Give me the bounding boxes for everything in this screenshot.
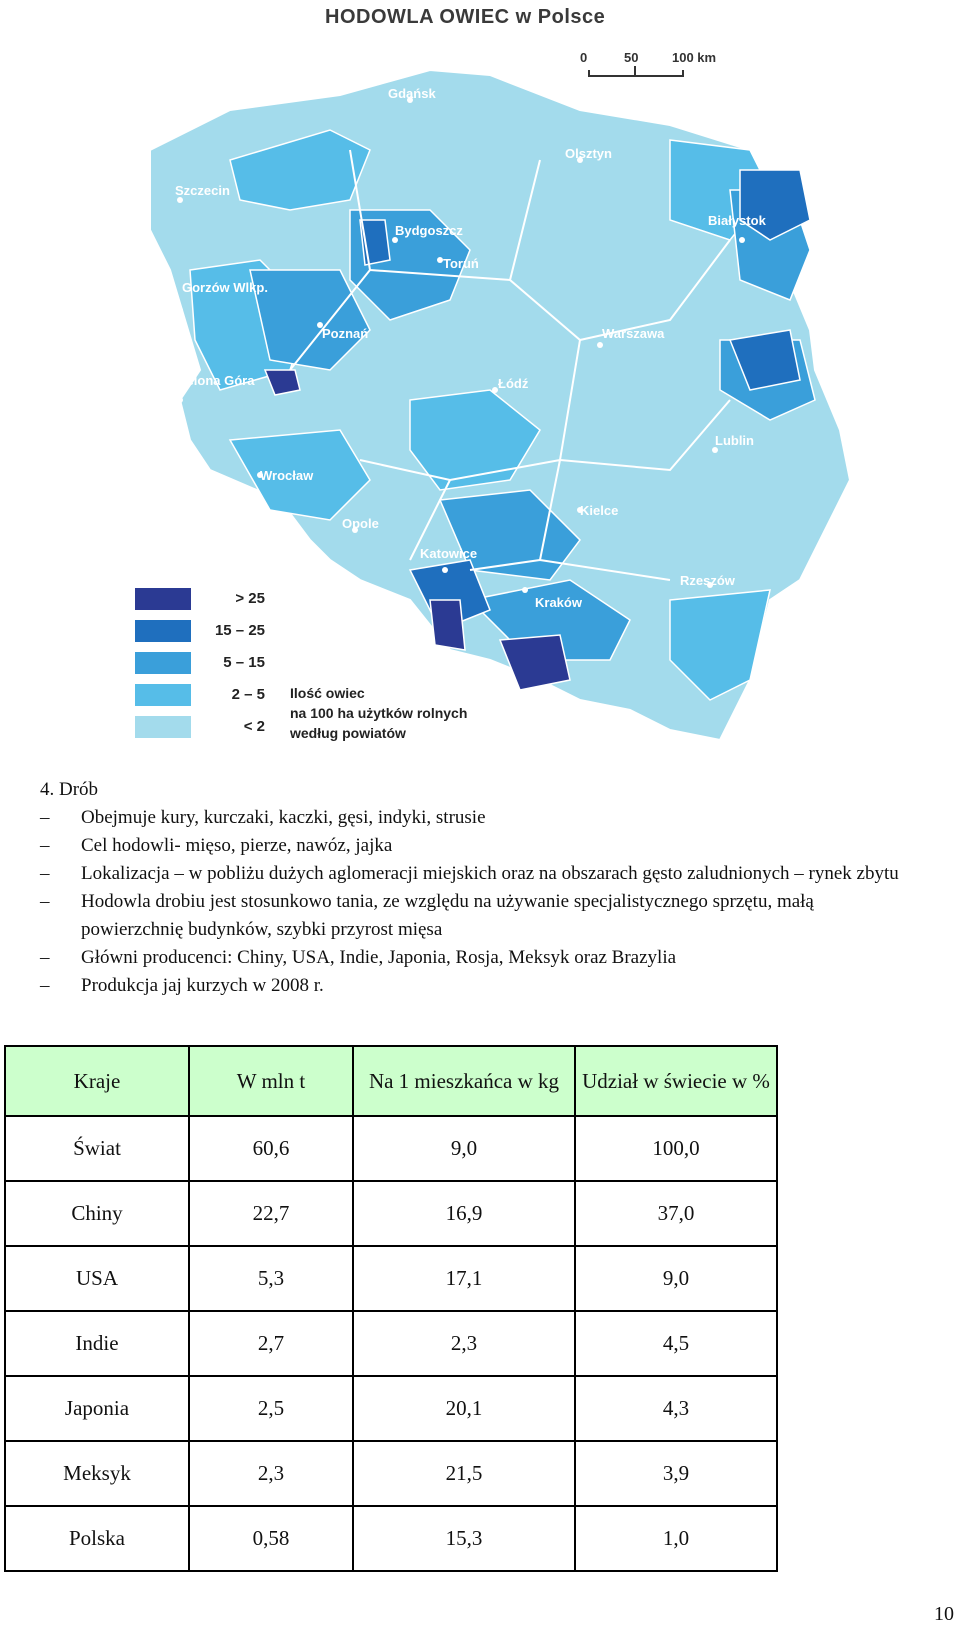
city-label-wroclaw: Wrocław bbox=[260, 468, 314, 483]
bullet-item bbox=[40, 888, 920, 944]
bullet-dash: – bbox=[40, 807, 50, 828]
bullet-dash: – bbox=[40, 891, 50, 912]
table-cell: 4,3 bbox=[575, 1376, 777, 1441]
city-label-bydgoszcz: Bydgoszcz bbox=[395, 223, 463, 238]
bullet-text: Produkcja jaj kurzych w 2008 r. bbox=[81, 975, 324, 996]
city-label-warszawa: Warszawa bbox=[602, 326, 665, 341]
bullet-text: Obejmuje kury, kurczaki, kaczki, gęsi, indyki, strusie bbox=[81, 807, 486, 828]
table-cell: Japonia bbox=[5, 1376, 189, 1441]
legend-label: 5 – 15 bbox=[223, 654, 265, 671]
city-label-katowice: Katowice bbox=[420, 546, 478, 561]
table-row bbox=[5, 1506, 777, 1571]
table-cell: 60,6 bbox=[189, 1116, 353, 1181]
table-cell: 3,9 bbox=[575, 1441, 777, 1506]
legend-label: > 25 bbox=[235, 590, 265, 607]
city-label-rzeszow: Rzeszów bbox=[680, 573, 735, 588]
bullet-item bbox=[40, 972, 920, 1000]
city-label-gdansk: Gdańsk bbox=[388, 86, 436, 101]
table-row bbox=[5, 1311, 777, 1376]
city-label-lublin: Lublin bbox=[715, 433, 754, 448]
table-header-cell: Udział w świecie w % bbox=[575, 1046, 777, 1116]
city-label-gorzow: Gorzów Wlkp. bbox=[182, 280, 268, 295]
bullet-item bbox=[40, 832, 920, 860]
sheep-map-figure bbox=[110, 0, 890, 760]
bullet-dash: – bbox=[40, 947, 50, 968]
table-cell: 22,7 bbox=[189, 1181, 353, 1246]
table-header-row bbox=[5, 1046, 777, 1116]
table-cell: 9,0 bbox=[575, 1246, 777, 1311]
table-cell: 37,0 bbox=[575, 1181, 777, 1246]
bullet-text: Cel hodowli- mięso, pierze, nawóz, jajka bbox=[81, 835, 393, 856]
table-cell: 2,3 bbox=[353, 1311, 575, 1376]
city-label-opole: Opole bbox=[342, 516, 379, 531]
table-cell: 2,7 bbox=[189, 1311, 353, 1376]
table-header-cell: W mln t bbox=[189, 1046, 353, 1116]
poultry-section bbox=[40, 776, 920, 1000]
scale-label-100: 100 km bbox=[672, 50, 717, 65]
bullet-dash: – bbox=[40, 975, 50, 996]
table-cell: Polska bbox=[5, 1506, 189, 1571]
legend-caption-line: na 100 ha użytków rolnych bbox=[290, 705, 468, 721]
legend-label: 15 – 25 bbox=[214, 622, 265, 639]
table-cell: 2,3 bbox=[189, 1441, 353, 1506]
table-row bbox=[5, 1441, 777, 1506]
table-cell: 17,1 bbox=[353, 1246, 575, 1311]
page-number: 10 bbox=[934, 1603, 954, 1625]
city-label-zielona-gora: Zielona Góra bbox=[175, 373, 255, 388]
table-cell: 15,3 bbox=[353, 1506, 575, 1571]
section-heading: 4. Drób bbox=[40, 779, 99, 800]
table-cell: Chiny bbox=[5, 1181, 189, 1246]
table-cell: Indie bbox=[5, 1311, 189, 1376]
city-label-kielce: Kielce bbox=[580, 503, 619, 518]
scale-label-50: 50 bbox=[624, 50, 639, 65]
city-label-krakow: Kraków bbox=[535, 595, 582, 610]
legend-swatch-15-25 bbox=[135, 620, 191, 642]
legend-swatch-5-15 bbox=[135, 652, 191, 674]
bullet-item bbox=[40, 804, 920, 832]
city-label-torun: Toruń bbox=[443, 256, 479, 271]
table-cell: Meksyk bbox=[5, 1441, 189, 1506]
legend-caption-line: Ilość owiec bbox=[290, 685, 365, 701]
table-cell: USA bbox=[5, 1246, 189, 1311]
city-label-szczecin: Szczecin bbox=[175, 183, 230, 198]
legend-label: 2 – 5 bbox=[231, 686, 265, 703]
scale-label-0: 0 bbox=[580, 50, 588, 65]
table-row bbox=[5, 1181, 777, 1246]
legend-swatch-under-2 bbox=[135, 716, 191, 738]
city-label-poznan: Poznań bbox=[322, 326, 369, 341]
legend-swatch-2-5 bbox=[135, 684, 191, 706]
bullet-text: Główni producenci: Chiny, USA, Indie, Japonia, Rosja, Meksyk oraz Brazylia bbox=[81, 947, 677, 968]
table-cell: 100,0 bbox=[575, 1116, 777, 1181]
bullet-item bbox=[40, 860, 920, 888]
city-label-lodz: Łódź bbox=[498, 376, 529, 391]
table-header-cell: Na 1 mieszkańca w kg bbox=[353, 1046, 575, 1116]
bullet-dash: – bbox=[40, 835, 50, 856]
egg-production-table bbox=[4, 1045, 778, 1572]
table-cell: 16,9 bbox=[353, 1181, 575, 1246]
table-cell: Świat bbox=[5, 1116, 189, 1181]
table-row bbox=[5, 1376, 777, 1441]
map-legend bbox=[135, 588, 515, 748]
legend-caption-line: według powiatów bbox=[290, 725, 406, 741]
bullet-text: Lokalizacja – w pobliżu dużych aglomeracji miejskich oraz na obszarach gęsto zaludnionych – rynek zbytu bbox=[81, 863, 899, 884]
bullet-dash: – bbox=[40, 863, 50, 884]
table-cell: 21,5 bbox=[353, 1441, 575, 1506]
table-cell: 5,3 bbox=[189, 1246, 353, 1311]
table-row bbox=[5, 1116, 777, 1181]
city-label-bialystok: Białystok bbox=[708, 213, 766, 228]
city-label-olsztyn: Olsztyn bbox=[565, 146, 612, 161]
table-cell: 2,5 bbox=[189, 1376, 353, 1441]
bullet-text: Hodowla drobiu jest stosunkowo tania, ze względu na używanie specjalistycznego sprzętu, małą powierzchnię budynków, szybki przyrost mięsa bbox=[81, 891, 814, 940]
legend-caption bbox=[290, 683, 467, 743]
table-cell: 9,0 bbox=[353, 1116, 575, 1181]
table-row bbox=[5, 1246, 777, 1311]
legend-swatch-over-25 bbox=[135, 588, 191, 610]
legend-label: < 2 bbox=[243, 718, 265, 735]
map-title: HODOWLA OWIEC w Polsce bbox=[325, 6, 606, 28]
table-header-cell: Kraje bbox=[5, 1046, 189, 1116]
table-cell: 0,58 bbox=[189, 1506, 353, 1571]
table-cell: 4,5 bbox=[575, 1311, 777, 1376]
table-cell: 1,0 bbox=[575, 1506, 777, 1571]
bullet-item bbox=[40, 944, 920, 972]
table-cell: 20,1 bbox=[353, 1376, 575, 1441]
